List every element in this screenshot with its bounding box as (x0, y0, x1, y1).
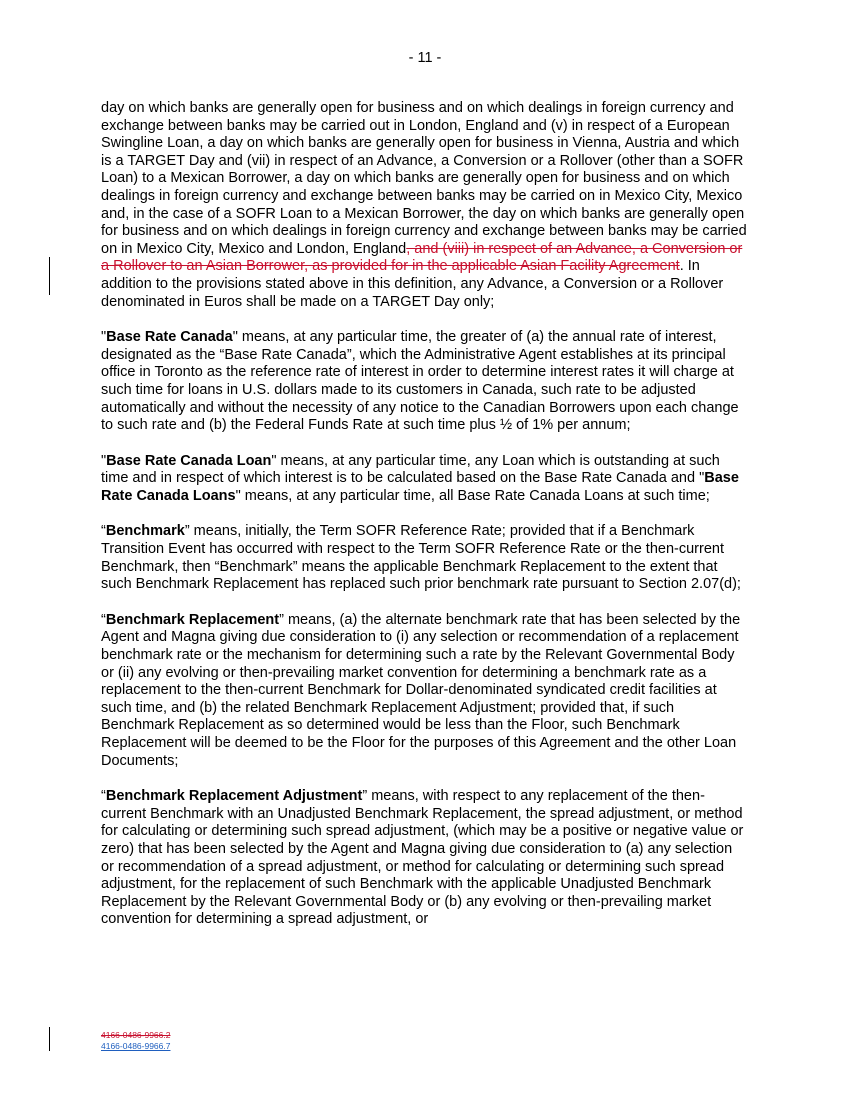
deleted-text-asian-borrower: , and (viii) in respect of an Advance, a Conversion or a Rollover to an Asian Borrower, as provided for in the applicable Asian Facility Agreement (101, 240, 743, 275)
defined-term: Benchmark Replacement (105, 611, 280, 628)
definition-text-end: " means, at any particular time, all Base Rate Canada Loans at such time; (235, 487, 710, 504)
defined-term: Base Rate Canada (106, 329, 233, 346)
defined-term: Benchmark (105, 523, 185, 540)
definition-benchmark-replacement-adjustment (101, 788, 749, 929)
document-body (101, 100, 749, 947)
document-id-footer (101, 1030, 170, 1051)
definition-text: ” means, with respect to any replacement of the then-current Benchmark with an Unadjusted Benchmark Replacement, the spread adjustment, or method for calculating or determining such spread adjustment, (which may be a positive or negative value or zero) that has been selected by the Agent and Magna giving due consideration to (a) any selection or recommendation of a spread adjustment, or method for calculating or determining such spread adjustment, for the replacement of such Benchmark with the applicable Unadjusted Benchmark Replacement by the Relevant Governmental Body or (b) any evolving or then-prevailing market convention for determining a spread adjustment, or (101, 788, 744, 928)
new-document-id: 4166-0486-9966.7 (101, 1040, 171, 1051)
quote-open: “ (101, 611, 106, 628)
quote-open: “ (101, 523, 106, 540)
old-document-id: 4166-0486-9966.2 (101, 1030, 171, 1040)
definition-text: " means, at any particular time, any Loan which is outstanding at such time and in respect of which interest is to be calculated based on the Base Rate Canada and " (101, 452, 720, 487)
business-day-text-end: . In addition to the provisions stated above in this definition, any Advance, a Conversion or a Rollover denominated in Euros shall be made on a TARGET Day only; (101, 258, 724, 310)
definition-text: " means, at any particular time, the greater of (a) the annual rate of interest, designated as the “Base Rate Canada”, which the Administrative Agent establishes at its principal office in Toronto as the reference rate of interest in order to determine interest rates it will charge at such time for loans in U.S. dollars made to its customers in Canada, such rate to be adjusted automatically and without the necessity of any notice to the Canadian Borrowers upon each change to such rate and (b) the Federal Funds Rate at such time plus ½ of 1% per annum; (101, 329, 739, 434)
quote-open: " (101, 452, 107, 469)
quote-open: “ (101, 788, 106, 805)
defined-term-plural: Base Rate Canada Loans (101, 470, 739, 504)
definition-benchmark-replacement (101, 612, 749, 770)
defined-term: Base Rate Canada Loan (106, 452, 272, 469)
paragraph-business-day (101, 100, 749, 311)
definition-text: ” means, (a) the alternate benchmark rate that has been selected by the Agent and Magna giving due consideration to (i) any selection or recommendation of a replacement benchmark rate or the mechanism for determining such a rate by the Relevant Governmental Body or (ii) any evolving or then-prevailing market convention for determining a benchmark rate as a replacement to the then-current Benchmark for Dollar-denominated syndicated credit facilities at such time, and (b) the related Benchmark Replacement Adjustment; provided that, if such Benchmark Replacement as so determined would be less than the Floor, such Benchmark Replacement will be deemed to be the Floor for the purposes of this Agreement and the other Loan Documents; (101, 611, 741, 769)
page-number: - 11 - (408, 50, 442, 66)
definition-benchmark (101, 523, 749, 593)
definition-text: ” means, initially, the Term SOFR Reference Rate; provided that if a Benchmark Transition Event has occurred with respect to the Term SOFR Reference Rate or the then-current Benchmark, then “Benchmark” means the applicable Benchmark Replacement to the extent that such Benchmark Replacement has replaced such prior benchmark rate pursuant to Section 2.07(d); (101, 523, 741, 593)
quote-open: " (101, 329, 107, 346)
change-bar-deletion (49, 257, 50, 295)
definition-base-rate-canada-loan (101, 453, 749, 506)
definition-base-rate-canada (101, 329, 749, 435)
change-bar-footer (49, 1027, 50, 1051)
business-day-text: day on which banks are generally open for business and on which dealings in foreign currency and exchange between banks may be carried out in London, England and (v) in respect of a European Swingline Loan, a day on which banks are generally open for business in Vienna, Austria and which is a TARGET Day and (vii) in respect of an Advance, a Conversion or a Rollover (other than a SOFR Loan) to a Mexican Borrower, a day on which banks are generally open for business and on which dealings in foreign currency and exchange between banks may be carried on in Mexico City, Mexico and, in the case of a SOFR Loan to a Mexican Borrower, the day on which banks are generally open for business and on which dealings in foreign currency and exchange between banks may be carried on in Mexico City, Mexico and London, England (101, 100, 747, 257)
defined-term: Benchmark Replacement Adjustment (105, 788, 363, 805)
